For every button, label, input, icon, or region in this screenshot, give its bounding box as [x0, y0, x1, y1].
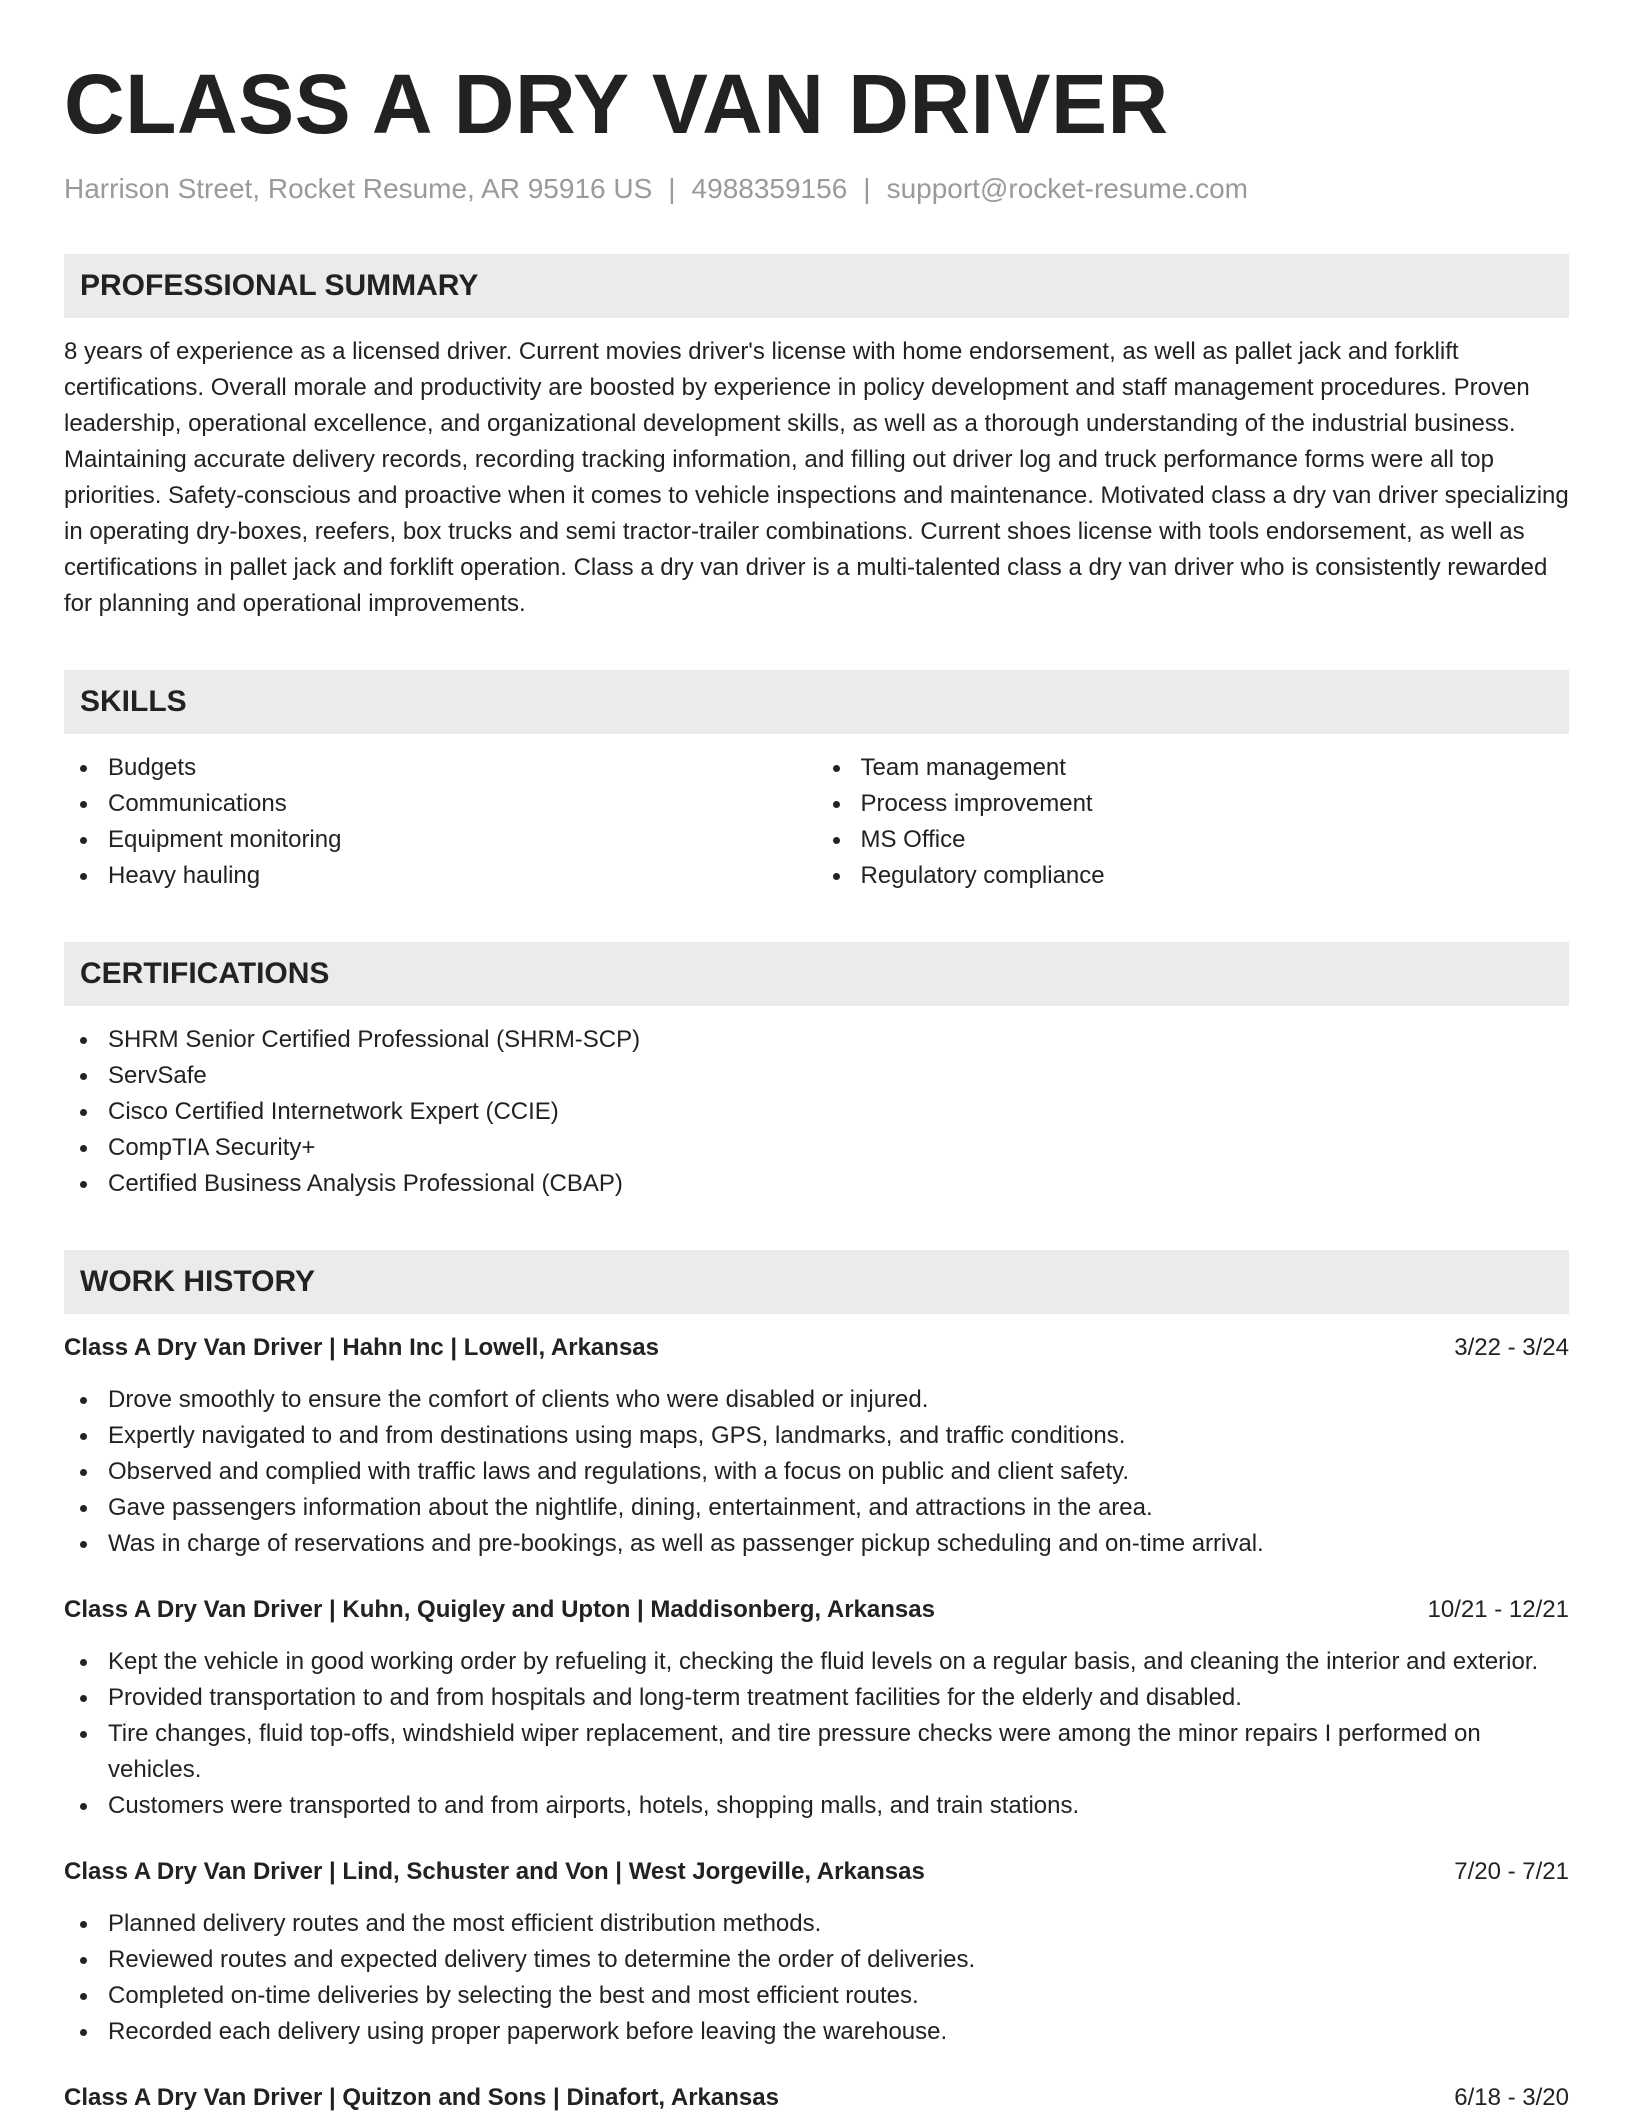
job-entry: [64, 1592, 1569, 1824]
job-title: Class A Dry Van Driver | Kuhn, Quigley and Upton | Maddisonberg, Arkansas: [64, 1595, 935, 1623]
job-duty: Provided transportation to and from hospitals and long-term treatment facilities for the elderly and disabled.: [64, 1680, 1569, 1716]
job-duty: Gave passengers information about the nightlife, dining, entertainment, and attractions in the area.: [64, 1490, 1569, 1526]
job-title: Class A Dry Van Driver | Hahn Inc | Lowell, Arkansas: [64, 1333, 659, 1361]
candidate-name: CLASS A DRY VAN DRIVER: [64, 57, 1169, 151]
skill-item: MS Office: [817, 822, 1570, 858]
section-heading-certifications: CERTIFICATIONS: [64, 942, 1569, 1006]
certifications-list: [64, 1022, 1569, 1202]
job-header: [64, 1592, 1569, 1628]
job-dates: 6/18 - 3/20: [1454, 2083, 1569, 2111]
certification-item: CompTIA Security+: [64, 1130, 1569, 1166]
job-dates: 3/22 - 3/24: [1454, 1333, 1569, 1361]
job-duties: [64, 1644, 1569, 1824]
job-dates: 7/20 - 7/21: [1454, 1857, 1569, 1885]
job-dates: 10/21 - 12/21: [1427, 1595, 1569, 1623]
job-duty: Observed and complied with traffic laws and regulations, with a focus on public and client safety.: [64, 1454, 1569, 1490]
skill-item: Team management: [817, 750, 1570, 786]
skill-item: Heavy hauling: [64, 858, 817, 894]
job-duty: Completed on-time deliveries by selecting the best and most efficient routes.: [64, 1978, 1569, 2014]
section-heading-skills: SKILLS: [64, 670, 1569, 734]
job-header: [64, 1854, 1569, 1890]
certification-item: SHRM Senior Certified Professional (SHRM-SCP): [64, 1022, 1569, 1058]
skills-list: [64, 734, 1569, 894]
job-entry: [64, 2080, 1569, 2116]
contact-separator: |: [668, 173, 676, 204]
job-duties: [64, 1382, 1569, 1562]
job-duty: Customers were transported to and from airports, hotels, shopping malls, and train stations.: [64, 1788, 1569, 1824]
contact-separator: |: [863, 173, 871, 204]
job-duty: Planned delivery routes and the most efficient distribution methods.: [64, 1906, 1569, 1942]
job-title: Class A Dry Van Driver | Lind, Schuster and Von | West Jorgeville, Arkansas: [64, 1857, 925, 1885]
job-duty: Recorded each delivery using proper paperwork before leaving the warehouse.: [64, 2014, 1569, 2050]
job-duties: [64, 1906, 1569, 2050]
job-duty: Tire changes, fluid top-offs, windshield wiper replacement, and tire pressure checks were among the minor repairs I performed on vehicles.: [64, 1716, 1569, 1788]
skill-item: Regulatory compliance: [817, 858, 1570, 894]
job-duty: Drove smoothly to ensure the comfort of clients who were disabled or injured.: [64, 1382, 1569, 1418]
job-duty: Kept the vehicle in good working order by refueling it, checking the fluid levels on a regular basis, and cleaning the interior and exterior.: [64, 1644, 1569, 1680]
section-heading-work-history: WORK HISTORY: [64, 1250, 1569, 1314]
summary-text: 8 years of experience as a licensed driver. Current movies driver's license with home endorsement, as well as pallet jack and forklift certifications. Overall morale and productivity are boosted by experience in policy development and staff management procedures. Proven leadership, operational excellence, and organizational development skills, as well as a thorough understanding of the industrial business. Maintaining accurate delivery records, recording tracking information, and filling out driver log and truck performance forms were all top priorities. Safety-conscious and proactive when it comes to vehicle inspections and maintenance. Motivated class a dry van driver specializing in operating dry-boxes, reefers, box trucks and semi tractor-trailer combinations. Current shoes license with tools endorsement, as well as certifications in pallet jack and forklift operation. Class a dry van driver is a multi-talented class a dry van driver who is consistently rewarded for planning and operational improvements.: [64, 337, 1569, 617]
job-duty: Was in charge of reservations and pre-bookings, as well as passenger pickup scheduling and on-time arrival.: [64, 1526, 1569, 1562]
skill-item: Communications: [64, 786, 817, 822]
job-entry: [64, 1854, 1569, 2050]
job-duty: Expertly navigated to and from destinations using maps, GPS, landmarks, and traffic conditions.: [64, 1418, 1569, 1454]
skills-column-left: [64, 750, 817, 894]
job-header: [64, 1330, 1569, 1366]
skill-item: Equipment monitoring: [64, 822, 817, 858]
job-header: [64, 2080, 1569, 2116]
skill-item: Budgets: [64, 750, 817, 786]
certification-item: ServSafe: [64, 1058, 1569, 1094]
skill-item: Process improvement: [817, 786, 1570, 822]
certification-item: Cisco Certified Internetwork Expert (CCIE): [64, 1094, 1569, 1130]
contact-phone: 4988359156: [691, 173, 848, 204]
section-heading-summary: PROFESSIONAL SUMMARY: [64, 254, 1569, 318]
certification-item: Certified Business Analysis Professional (CBAP): [64, 1166, 1569, 1202]
contact-email[interactable]: support@rocket-resume.com: [886, 173, 1248, 204]
contact-line: [64, 172, 1569, 206]
contact-address: Harrison Street, Rocket Resume, AR 95916 US: [64, 173, 653, 204]
job-duty: Reviewed routes and expected delivery times to determine the order of deliveries.: [64, 1942, 1569, 1978]
job-title: Class A Dry Van Driver | Quitzon and Sons | Dinafort, Arkansas: [64, 2083, 779, 2111]
job-entry: [64, 1330, 1569, 1562]
skills-column-right: [817, 750, 1570, 894]
